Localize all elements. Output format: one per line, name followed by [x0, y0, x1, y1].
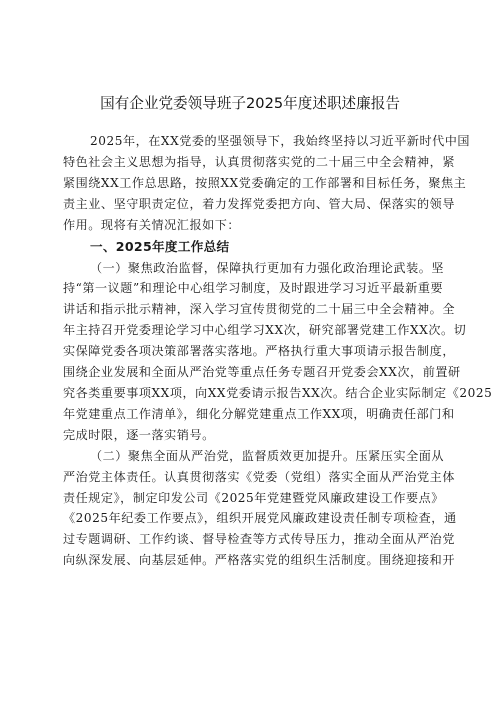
- section-heading-work-summary: 一、2025年度工作总结: [90, 238, 230, 254]
- text-line: 年党建重点工作清单》，细化分解党建重点工作XX项，明确责任部门和: [63, 406, 455, 421]
- text-line: 特色社会主义思想为指导，认真贯彻落实党的二十届三中全会精神，紧: [63, 154, 455, 169]
- text-line: 严治党主体责任。认真贯彻落实《党委（党组）落实全面从严治党主体: [63, 469, 455, 484]
- paragraph-party-governance: [63, 446, 457, 571]
- text-line: 责主业、坚守职责定位，着力发挥党委把方向、管大局、保落实的领导: [63, 196, 455, 211]
- document-body: [63, 131, 493, 571]
- text-line: （二）聚焦全面从严治党，监督质效更加提升。压紧压实全面从: [90, 448, 445, 463]
- text-line: 实保障党委各项决策部署落实落地。严格执行重大事项请示报告制度，: [63, 344, 455, 359]
- text-line: 向纵深发展、向基层延伸。严格落实党的组织生活制度。围绕迎接和开: [63, 553, 455, 568]
- text-line: 《2025年纪委工作要点》，组织开展党风廉政建设责任制专项检查，通: [63, 511, 457, 526]
- intro-paragraph: [63, 131, 471, 236]
- text-line: 紧围绕XX工作总思路，按照XX党委确定的工作部署和目标任务，聚焦主: [63, 175, 467, 190]
- document-title: 国有企业党委领导班子2025年度述职述廉报告: [100, 95, 400, 112]
- text-line: 究各类重要事项XX项，向XX党委请示报告XX次。结合企业实际制定《2025: [63, 385, 493, 400]
- text-line: 围绕企业发展和全面从严治党等重点任务专题召开党委会XX次，前置研: [63, 365, 461, 380]
- text-line: 讲话和指示批示精神，深入学习宣传贯彻党的二十届三中全会精神。全: [63, 302, 455, 317]
- text-line: 作用。现将有关情况汇报如下：: [63, 217, 241, 232]
- paragraph-political-supervision: [63, 258, 493, 446]
- text-line: 持“第一议题”和理论中心组学习制度，及时跟进学习习近平最新重要: [63, 281, 444, 296]
- text-line: （一）聚焦政治监督，保障执行更加有力强化政治理论武装。坚: [90, 260, 445, 275]
- text-line: 完成时限，逐一落实销号。: [63, 427, 215, 442]
- text-line: 2025年，在XX党委的坚强领导下，我始终坚持以习近平新时代中国: [90, 134, 471, 148]
- text-line: 责任规定》，制定印发公司《2025年党建暨党风廉政建设工作要点》: [63, 490, 444, 505]
- text-line: 过专题调研、工作约谈、督导检查等方式传导压力，推动全面从严治党: [63, 532, 455, 547]
- text-line: 年主持召开党委理论学习中心组学习XX次，研究部署党建工作XX次。切: [63, 323, 467, 338]
